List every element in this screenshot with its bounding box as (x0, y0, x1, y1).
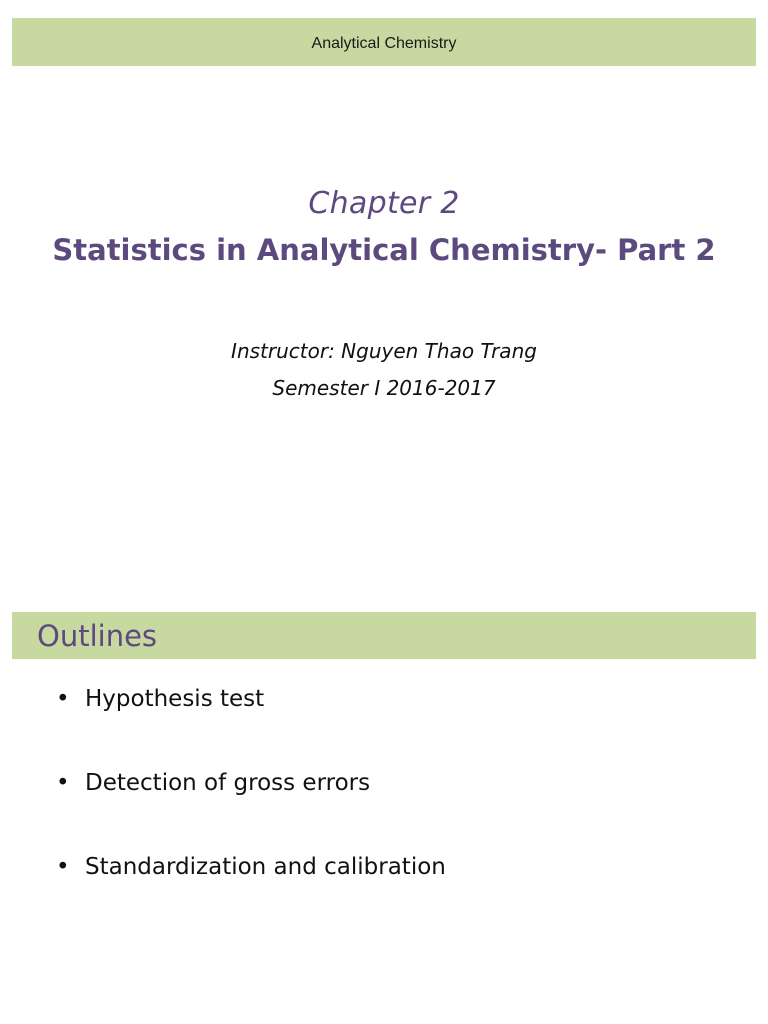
list-item-text: Detection of gross errors (85, 770, 371, 796)
chapter-label: Chapter 2 (308, 186, 460, 221)
instructor-line: Instructor: Nguyen Thao Trang (231, 339, 537, 363)
slide-title: Statistics in Analytical Chemistry- Part 2 (52, 233, 716, 267)
outline-heading-band (12, 612, 756, 659)
list-item (56, 770, 736, 854)
list-item-text: Standardization and calibration (85, 854, 446, 880)
header-band (12, 18, 756, 66)
list-item-text: Hypothesis test (85, 686, 265, 712)
list-item (56, 854, 736, 938)
bullet-icon: • (56, 770, 70, 796)
outline-heading: Outlines (37, 619, 158, 653)
outline-list (56, 686, 736, 938)
list-item (56, 686, 736, 770)
bullet-icon: • (56, 686, 70, 712)
bullet-icon: • (56, 854, 70, 880)
semester-line: Semester I 2016-2017 (272, 376, 496, 400)
header-course-title: Analytical Chemistry (311, 35, 457, 52)
